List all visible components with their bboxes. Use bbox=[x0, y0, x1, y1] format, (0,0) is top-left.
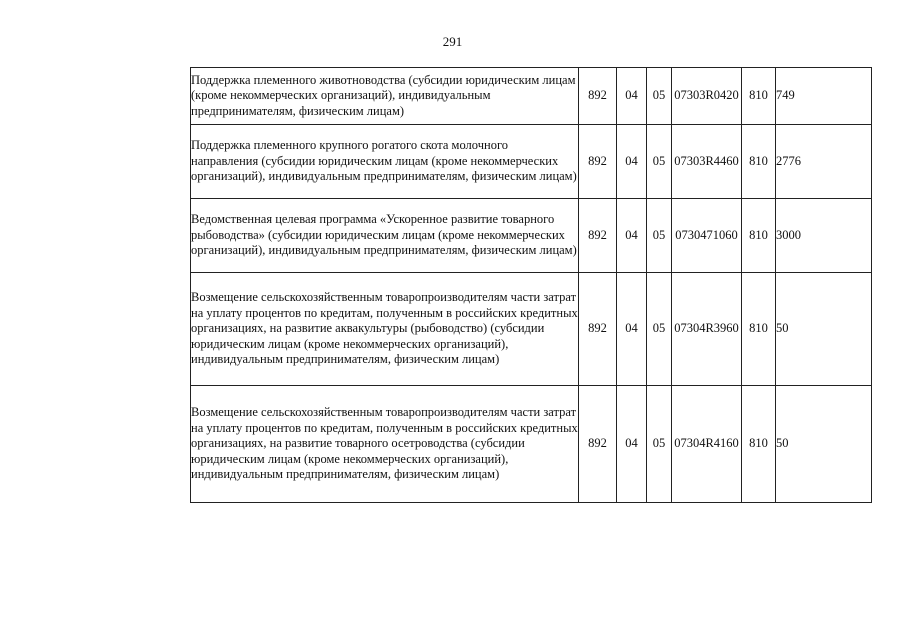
amount-value: 749 bbox=[776, 68, 872, 125]
expense-type-code: 810 bbox=[742, 68, 776, 125]
amount-value: 3000 bbox=[776, 199, 872, 273]
target-article-code: 0730471060 bbox=[672, 199, 742, 273]
row-name: Возмещение сельскохозяйственным товаропроизводителям части затрат на уплату процентов по кредитам, полученным в российских кредитных организациях, на развитие товарного осетроводства (субсидии юридическим лицам (кроме некоммерческих организаций), индивидуальным предпринимателям, физическим лицам) bbox=[191, 386, 579, 503]
expense-type-code: 810 bbox=[742, 199, 776, 273]
row-name: Поддержка племенного животноводства (субсидии юридическим лицам (кроме некоммерческих организаций), индивидуальным предпринимателям, физическим лицам) bbox=[191, 68, 579, 125]
expense-type-code: 810 bbox=[742, 273, 776, 386]
target-article-code: 07303R4460 bbox=[672, 125, 742, 199]
subsection-code: 05 bbox=[647, 273, 672, 386]
target-article-code: 07304R3960 bbox=[672, 273, 742, 386]
ministry-code: 892 bbox=[579, 273, 617, 386]
table-row bbox=[191, 386, 872, 503]
target-article-code: 07304R4160 bbox=[672, 386, 742, 503]
amount-value: 50 bbox=[776, 386, 872, 503]
ministry-code: 892 bbox=[579, 386, 617, 503]
subsection-code: 05 bbox=[647, 125, 672, 199]
amount-value: 50 bbox=[776, 273, 872, 386]
page-number: 291 bbox=[442, 34, 463, 49]
table-row bbox=[191, 273, 872, 386]
subsection-code: 05 bbox=[647, 386, 672, 503]
section-code: 04 bbox=[617, 125, 647, 199]
section-code: 04 bbox=[617, 386, 647, 503]
ministry-code: 892 bbox=[579, 199, 617, 273]
subsection-code: 05 bbox=[647, 199, 672, 273]
row-name: Возмещение сельскохозяйственным товаропроизводителям части затрат на уплату процентов по кредитам, полученным в российских кредитных организациях, на развитие аквакультуры (рыбоводство) (субсидии юридическим лицам (кроме некоммерческих организаций), индивидуальным предпринимателям, физическим лицам) bbox=[191, 273, 579, 386]
table-row bbox=[191, 199, 872, 273]
section-code: 04 bbox=[617, 199, 647, 273]
ministry-code: 892 bbox=[579, 68, 617, 125]
row-name: Поддержка племенного крупного рогатого скота молочного направления (субсидии юридическим лицам (кроме некоммерческих организаций), индивидуальным предпринимателям, физическим лицам) bbox=[191, 125, 579, 199]
expense-type-code: 810 bbox=[742, 125, 776, 199]
section-code: 04 bbox=[617, 68, 647, 125]
section-code: 04 bbox=[617, 273, 647, 386]
expense-type-code: 810 bbox=[742, 386, 776, 503]
subsection-code: 05 bbox=[647, 68, 672, 125]
row-name: Ведомственная целевая программа «Ускоренное развитие товарного рыбоводства» (субсидии юридическим лицам (кроме некоммерческих организаций), индивидуальным предпринимателям, физическим лицам) bbox=[191, 199, 579, 273]
budget-table bbox=[190, 67, 872, 503]
target-article-code: 07303R0420 bbox=[672, 68, 742, 125]
ministry-code: 892 bbox=[579, 125, 617, 199]
amount-value: 2776 bbox=[776, 125, 872, 199]
table-row bbox=[191, 125, 872, 199]
table-row bbox=[191, 68, 872, 125]
